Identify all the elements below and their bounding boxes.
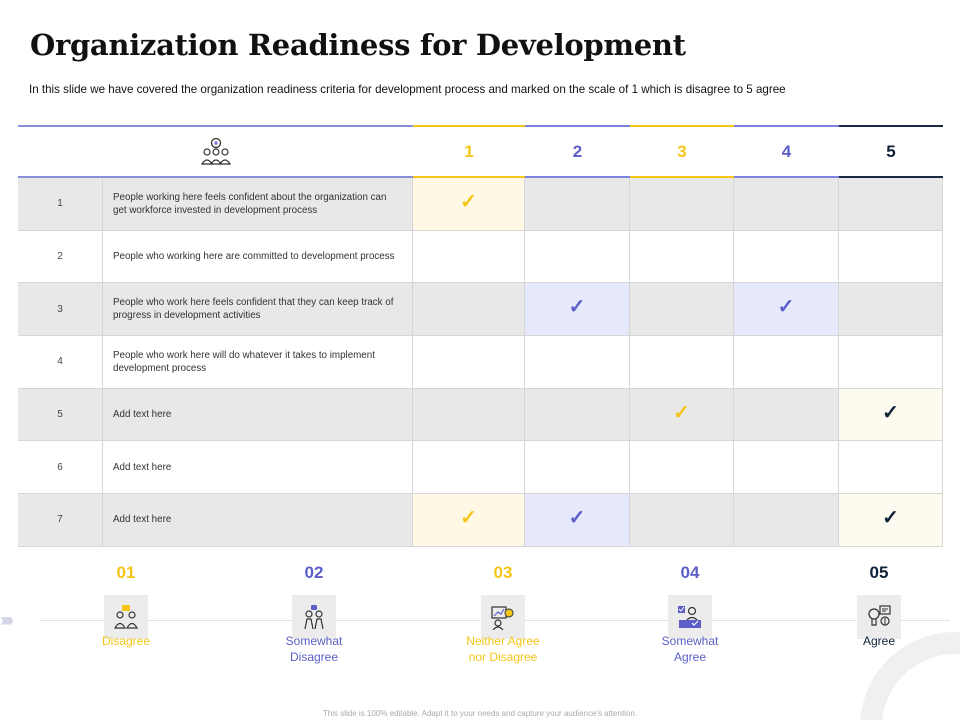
rating-cell-1[interactable]	[413, 441, 525, 494]
rating-cell-1[interactable]	[413, 231, 525, 284]
table-header-row	[18, 125, 943, 178]
rating-cell-2[interactable]	[525, 336, 630, 389]
rating-cell-4[interactable]	[734, 336, 839, 389]
scale-item-1	[66, 563, 186, 649]
check-icon: ✓	[882, 506, 899, 529]
check-icon: ✓	[568, 296, 586, 319]
scale-number: 02	[304, 563, 324, 582]
scale-label-line: Neither Agree	[466, 634, 540, 648]
rating-cell-5[interactable]	[839, 494, 943, 547]
row-number: 5	[18, 389, 103, 442]
page-subtitle: In this slide we have covered the organization readiness criteria for development process and marked on the scale of 1 which is disagree to 5 agree	[29, 83, 786, 96]
criterion-text: Add text here	[113, 461, 172, 473]
page-title: Organization Readiness for Development	[30, 28, 686, 62]
scale-number: 03	[493, 563, 513, 582]
row-criterion	[103, 494, 413, 547]
criterion-text: Add text here	[113, 409, 172, 421]
column-header-1: 1	[413, 125, 525, 178]
rating-cell-1[interactable]	[413, 389, 525, 442]
rating-cell-4[interactable]	[734, 494, 839, 547]
scale-label-line: nor Disagree	[468, 650, 538, 664]
rating-cell-3[interactable]	[630, 336, 734, 389]
scale-number: 05	[869, 563, 889, 582]
check-icon: ✓	[568, 506, 586, 529]
scale-label	[66, 633, 186, 649]
rating-cell-2[interactable]	[525, 441, 630, 494]
check-icon: ✓	[882, 401, 899, 424]
rating-cell-5[interactable]	[839, 231, 943, 284]
scale-label-line: Agree	[862, 634, 896, 648]
scale-label-line: Agree	[673, 650, 707, 664]
chevrons-decoration: ›››››	[0, 610, 10, 630]
check-icon: ✓	[777, 296, 795, 319]
row-number: 4	[18, 336, 103, 389]
footer-note: This slide is 100% editable. Adapt it to your needs and capture your audience's attention.	[322, 709, 638, 718]
rating-cell-4[interactable]	[734, 283, 839, 336]
rating-cell-2[interactable]	[525, 389, 630, 442]
table-row	[18, 441, 943, 494]
table-body	[18, 178, 943, 547]
people-group-icon	[201, 137, 231, 167]
rating-cell-3[interactable]	[630, 231, 734, 284]
row-criterion	[103, 389, 413, 442]
rating-cell-2[interactable]	[525, 231, 630, 284]
scale-number: 04	[680, 563, 700, 582]
rating-cell-1[interactable]	[413, 494, 525, 547]
rating-cell-2[interactable]	[525, 283, 630, 336]
criterion-text: People who working here are committed to development process	[113, 251, 395, 263]
row-number: 1	[18, 178, 103, 231]
rating-cell-2[interactable]	[525, 178, 630, 231]
rating-cell-4[interactable]	[734, 178, 839, 231]
table-row	[18, 178, 943, 231]
readiness-table	[18, 125, 943, 547]
rating-cell-3[interactable]	[630, 389, 734, 442]
column-header-4: 4	[734, 125, 839, 178]
criterion-text: People who work here will do whatever it takes to implement development process	[113, 349, 375, 374]
row-number: 7	[18, 494, 103, 547]
row-criterion	[103, 231, 413, 284]
scale-label-line: Somewhat	[285, 634, 343, 648]
column-header-3: 3	[630, 125, 734, 178]
rating-cell-5[interactable]	[839, 178, 943, 231]
criterion-text: Add text here	[113, 514, 172, 526]
scale-label-line: Somewhat	[661, 634, 719, 648]
rating-cell-4[interactable]	[734, 231, 839, 284]
scale-label	[630, 633, 750, 665]
row-criterion	[103, 336, 413, 389]
table-row	[18, 494, 943, 547]
rating-cell-1[interactable]	[413, 336, 525, 389]
rating-cell-3[interactable]	[630, 283, 734, 336]
rating-cell-5[interactable]	[839, 389, 943, 442]
criterion-text: People who work here feels confident that they can keep track of progress in development activities	[113, 297, 394, 322]
rating-cell-1[interactable]	[413, 178, 525, 231]
criterion-text: People working here feels confident about the organization can get workforce invested in development process	[113, 191, 387, 216]
rating-cell-4[interactable]	[734, 389, 839, 442]
check-icon: ✓	[673, 401, 690, 424]
table-row	[18, 231, 943, 284]
row-criterion	[103, 283, 413, 336]
column-header-2: 2	[525, 125, 630, 178]
rating-cell-3[interactable]	[630, 178, 734, 231]
scale-label	[443, 633, 563, 665]
rating-cell-5[interactable]	[839, 441, 943, 494]
row-criterion	[103, 178, 413, 231]
row-criterion	[103, 441, 413, 494]
scale-item-2	[254, 563, 374, 665]
table-row	[18, 283, 943, 336]
header-icon-cell	[18, 125, 413, 178]
scale-item-4	[630, 563, 750, 665]
rating-cell-5[interactable]	[839, 283, 943, 336]
row-number: 2	[18, 231, 103, 284]
scale-label-line: Disagree	[101, 634, 151, 648]
rating-cell-4[interactable]	[734, 441, 839, 494]
rating-cell-5[interactable]	[839, 336, 943, 389]
check-icon: ✓	[460, 506, 477, 529]
scale-label	[254, 633, 374, 665]
row-number: 6	[18, 441, 103, 494]
rating-cell-3[interactable]	[630, 494, 734, 547]
scale-number: 01	[116, 563, 136, 582]
scale-label-line: Disagree	[289, 650, 339, 664]
scale-item-3	[443, 563, 563, 665]
column-header-5: 5	[839, 125, 943, 178]
table-row	[18, 336, 943, 389]
scale-item-5	[819, 563, 939, 649]
rating-cell-1[interactable]	[413, 283, 525, 336]
check-icon: ✓	[460, 190, 477, 213]
row-number: 3	[18, 283, 103, 336]
table-row	[18, 389, 943, 442]
rating-cell-2[interactable]	[525, 494, 630, 547]
rating-cell-3[interactable]	[630, 441, 734, 494]
